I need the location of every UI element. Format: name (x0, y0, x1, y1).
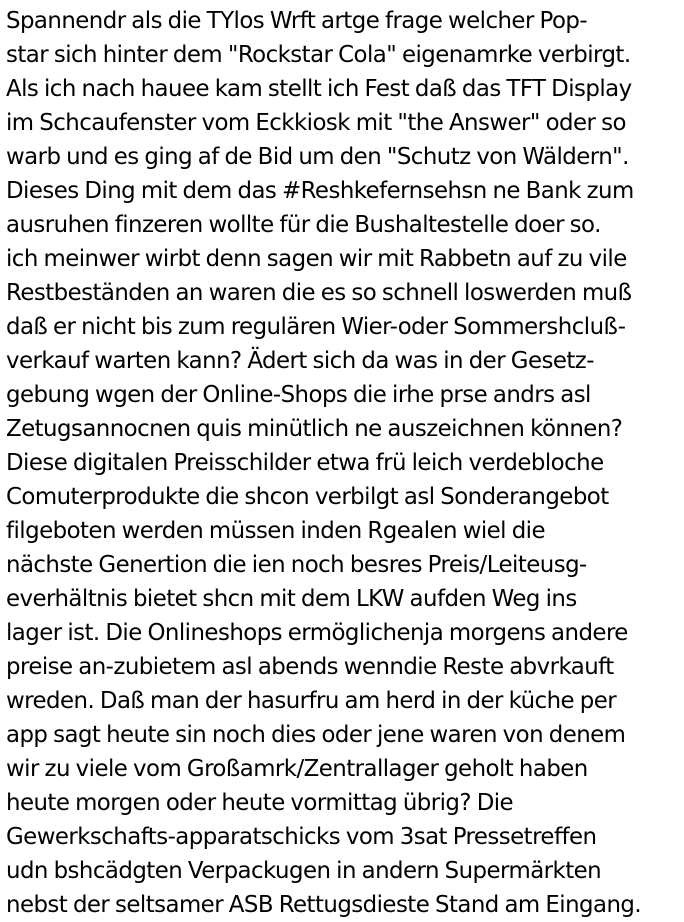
text-line: heute morgen oder heute vormittag übrig? Die (6, 790, 514, 816)
text-line: Gewerkschafts-apparatschicks vom 3sat Pressetreffen (6, 824, 597, 850)
text-line: lager ist. Die Onlineshops ermöglichenja morgens andere (6, 620, 628, 646)
text-line: nächste Genertion die ien noch besres Preis/Leiteusg- (6, 552, 587, 578)
text-line: ich meinwer wirbt denn sagen wir mit Rabbetn auf zu vile (6, 246, 627, 272)
text-line: gebung wgen der Online-Shops die irhe prse andrs asl (6, 382, 591, 408)
text-line: warb und es ging af de Bid um den "Schutz von Wäldern". (6, 144, 629, 170)
text-line: ausruhen finzeren wollte für die Bushaltestelle doer so. (6, 212, 601, 238)
text-line: nebst der seltsamer ASB Rettugsdieste Stand am Eingang. (6, 892, 642, 918)
text-line: Dieses Ding mit dem das #Reshkefernsehsn ne Bank zum (6, 178, 634, 204)
text-line: wreden. Daß man der hasurfru am herd in der küche per (6, 688, 617, 714)
text-line: Als ich nach hauee kam stellt ich Fest daß das TFT Display (6, 76, 632, 102)
text-line: im Schcaufenster vom Eckkiosk mit "the Answer" oder so (6, 110, 626, 136)
text-line: star sich hinter dem "Rockstar Cola" eigenamrke verbirgt. (6, 42, 631, 68)
text-line: Comuterprodukte die shcon verbilgt asl Sonderangebot (6, 484, 609, 510)
text-line: filgeboten werden müssen inden Rgealen wiel die (6, 518, 546, 544)
text-line: Restbeständen an waren die es so schnell loswerden muß (6, 280, 632, 306)
text-line: Diese digitalen Preisschilder etwa frü leich verdebloche (6, 450, 604, 476)
text-line: Spannendr als die TYlos Wrft artge frage welcher Pop- (6, 8, 588, 34)
text-line: udn bshcädgten Verpackugen in andern Supermärkten (6, 858, 602, 884)
text-line: daß er nicht bis zum regulären Wier-oder Sommershcluß- (6, 314, 626, 340)
text-line: app sagt heute sin noch dies oder jene waren von denem (6, 722, 626, 748)
text-line: Zetugsannocnen quis minütlich ne auszeichnen können? (6, 416, 623, 442)
text-line: verkauf warten kann? Ädert sich da was in der Gesetz- (6, 348, 594, 374)
text-line: wir zu viele vom Großamrk/Zentrallager geholt haben (6, 756, 588, 782)
document-text (6, 4, 682, 922)
text-line: everhältnis bietet shcn mit dem LKW aufden Weg ins (6, 586, 577, 612)
text-line: preise an-zubietem asl abends wenndie Reste abvrkauft (6, 654, 614, 680)
